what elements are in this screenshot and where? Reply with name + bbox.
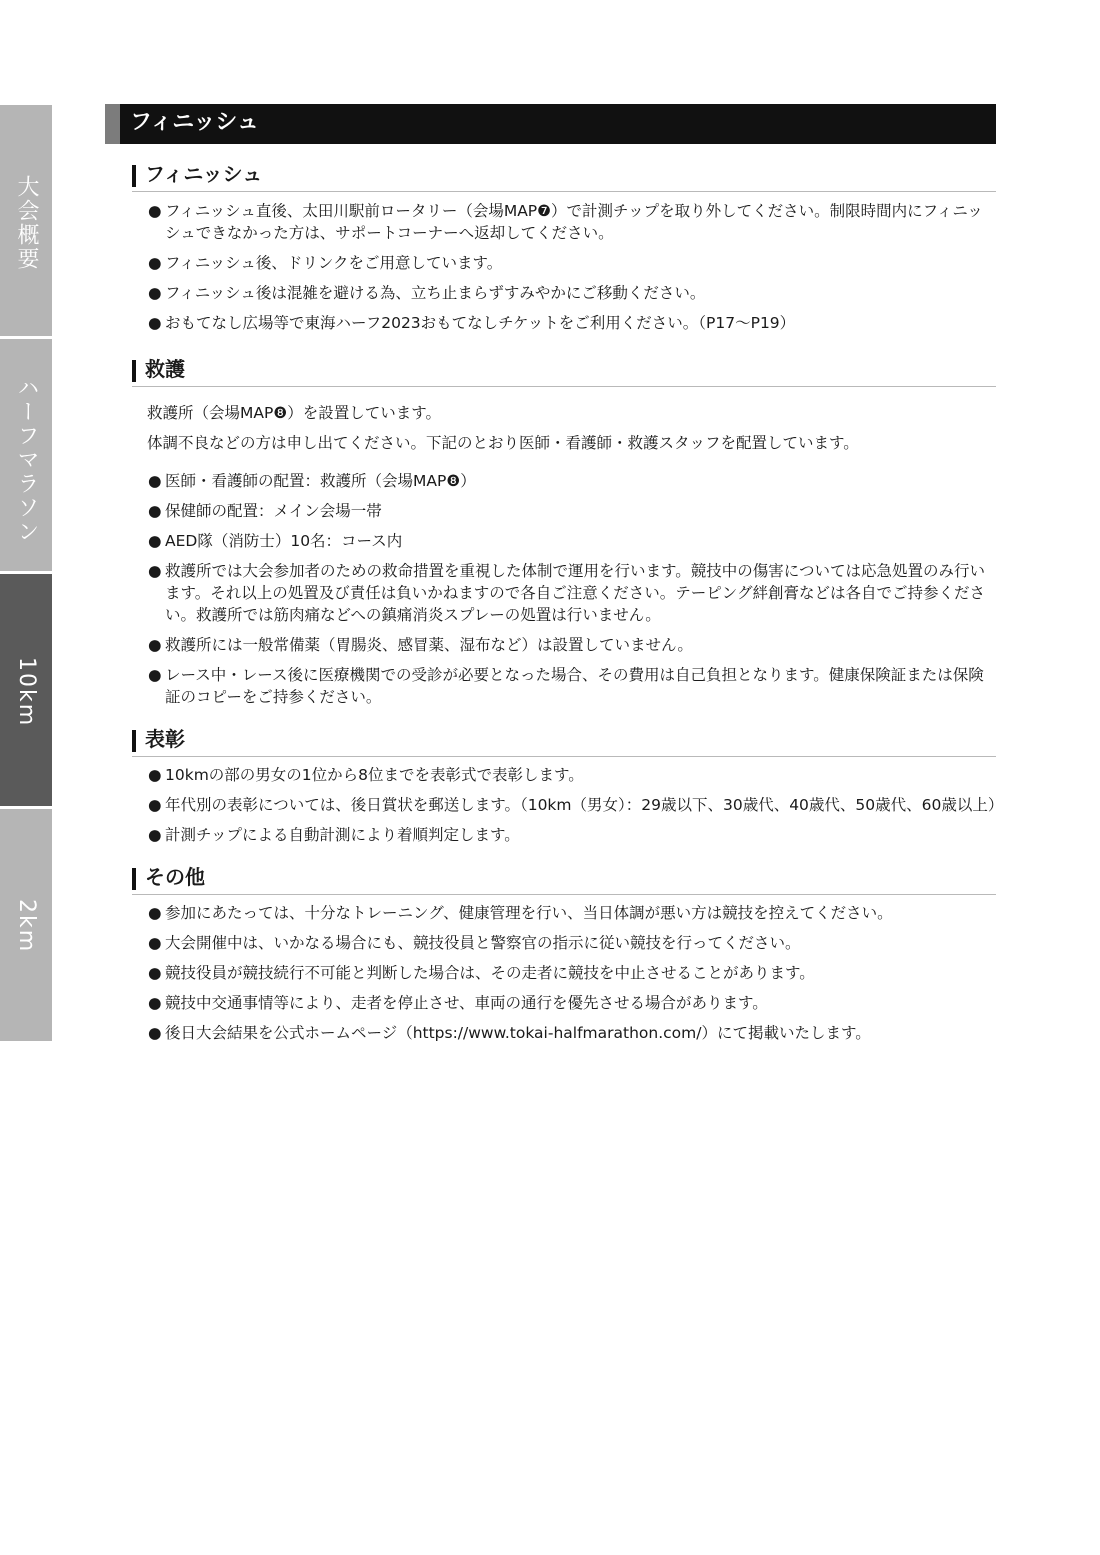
bullet-mark: ● <box>148 202 162 220</box>
list-item <box>105 282 996 304</box>
list-item <box>105 824 996 846</box>
bullet-mark: ● <box>148 562 162 580</box>
list-item-text: レース中・レース後に医療機関での受診が必要となった場合、その費用は自己負担となります。健康保険証または保険証のコピーをご持参ください。 <box>165 666 984 706</box>
section-first-aid <box>105 356 996 708</box>
side-tab-label: 大会概要 <box>14 175 39 271</box>
list-item-text: フィニッシュ後、ドリンクをご用意しています。 <box>165 254 503 272</box>
list-item-text: 競技役員が競技続行不可能と判断した場合は、その走者に競技を中止させることがあります。 <box>165 964 815 982</box>
bullet-mark: ● <box>148 964 162 982</box>
side-tab-label: 2km <box>14 899 39 954</box>
bullet-mark: ● <box>148 994 162 1012</box>
section-heading <box>132 161 996 192</box>
list-item <box>105 1022 996 1044</box>
section-awards <box>105 726 1004 846</box>
list-item-text: おもてなし広場等で東海ハーフ2023おもてなしチケットをご利用ください。（P17〜P19） <box>165 314 796 332</box>
section-other <box>105 864 996 1044</box>
page-title-bar <box>105 104 996 144</box>
list-item <box>105 470 996 492</box>
bullet-mark: ● <box>148 1024 162 1042</box>
side-tabs <box>0 105 52 1044</box>
list-item-text: 参加にあたっては、十分なトレーニング、健康管理を行い、当日体調が悪い方は競技を控えてください。 <box>165 904 893 922</box>
list-item-text: AED隊（消防士）10名：コース内 <box>165 532 403 550</box>
section-finish <box>105 161 996 334</box>
list-item <box>105 200 996 244</box>
page-title: フィニッシュ <box>130 110 259 135</box>
list-item-text: 保健師の配置：メイン会場一帯 <box>165 502 382 520</box>
section-heading <box>132 726 996 757</box>
bullet-list <box>105 764 1004 846</box>
list-item-text: 競技中交通事情等により、走者を停止させ、車両の通行を優先させる場合があります。 <box>165 994 768 1012</box>
bullet-mark: ● <box>148 796 162 814</box>
list-item-text: 救護所では大会参加者のための救命措置を重視した体制で運用を行います。競技中の傷害については応急処置のみ行います。それ以上の処置及び責任は負いかねますので各自ご注意ください。テーピング絆創膏などは各自でご持参ください。救護所では筋肉痛などへの鎮痛消炎スプレーの処置は行いません。 <box>165 562 985 624</box>
section-title: 表彰 <box>145 727 185 751</box>
bullet-mark: ● <box>148 532 162 550</box>
list-item <box>105 992 996 1014</box>
list-item-text: 年代別の表彰については、後日賞状を郵送します。（10km（男女）：29歳以下、30歳代、40歳代、50歳代、60歳以上） <box>165 796 1004 814</box>
section-title: 救護 <box>145 357 185 381</box>
list-item-text: フィニッシュ直後、太田川駅前ロータリー（会場MAP❼）で計測チップを取り外してください。制限時間内にフィニッシュできなかった方は、サポートコーナーへ返却してください。 <box>165 202 983 242</box>
bullet-mark: ● <box>148 314 162 332</box>
bullet-mark: ● <box>148 254 162 272</box>
section-title: フィニッシュ <box>145 162 263 186</box>
side-tab-half-marathon[interactable] <box>0 339 52 574</box>
list-item <box>105 962 996 984</box>
section-heading <box>132 356 996 387</box>
list-item <box>105 764 996 786</box>
list-item <box>105 312 996 334</box>
bullet-list <box>105 902 996 1044</box>
side-tab-2km[interactable] <box>0 809 52 1044</box>
section-title: その他 <box>145 865 205 889</box>
list-item <box>105 634 996 656</box>
bullet-mark: ● <box>148 284 162 302</box>
side-tab-overview[interactable] <box>0 105 52 339</box>
bullet-mark: ● <box>148 826 162 844</box>
list-item <box>105 902 996 924</box>
list-item <box>105 932 996 954</box>
list-item-text: 大会開催中は、いかなる場合にも、競技役員と警察官の指示に従い競技を行ってください。 <box>165 934 801 952</box>
list-item-text: フィニッシュ後は混雑を避ける為、立ち止まらずすみやかにご移動ください。 <box>165 284 706 302</box>
list-item <box>105 560 996 626</box>
list-item-text: 後日大会結果を公式ホームページ（https://www.tokai-halfmarathon.com/）にて掲載いたします。 <box>165 1024 871 1042</box>
bullet-mark: ● <box>148 636 162 654</box>
bullet-mark: ● <box>148 766 162 784</box>
bullet-list <box>105 200 996 334</box>
section-heading <box>132 864 996 895</box>
side-tab-10km[interactable] <box>0 574 52 809</box>
list-item-text: 10kmの部の男女の1位から8位までを表彰式で表彰します。 <box>165 766 584 784</box>
list-item <box>105 664 996 708</box>
list-item-text: 救護所には一般常備薬（胃腸炎、感冒薬、湿布など）は設置していません。 <box>165 636 693 654</box>
list-item <box>105 252 996 274</box>
page-content <box>105 104 1004 1052</box>
paragraph: 救護所（会場MAP❽）を設置しています。 <box>147 404 441 422</box>
list-item <box>105 794 1004 816</box>
paragraph: 体調不良などの方は申し出てください。下記のとおり医師・看護師・救護スタッフを配置しています。 <box>147 434 859 452</box>
side-tab-label: 10km <box>14 657 39 728</box>
list-item-text: 医師・看護師の配置：救護所（会場MAP❽） <box>165 472 476 490</box>
side-tab-label: ハーフマラソン <box>14 376 39 544</box>
list-item <box>105 530 996 552</box>
list-item <box>105 500 996 522</box>
bullet-mark: ● <box>148 934 162 952</box>
bullet-mark: ● <box>148 666 162 684</box>
bullet-list <box>105 470 996 708</box>
bullet-mark: ● <box>148 472 162 490</box>
list-item-text: 計測チップによる自動計測により着順判定します。 <box>165 826 520 844</box>
bullet-mark: ● <box>148 502 162 520</box>
bullet-mark: ● <box>148 904 162 922</box>
